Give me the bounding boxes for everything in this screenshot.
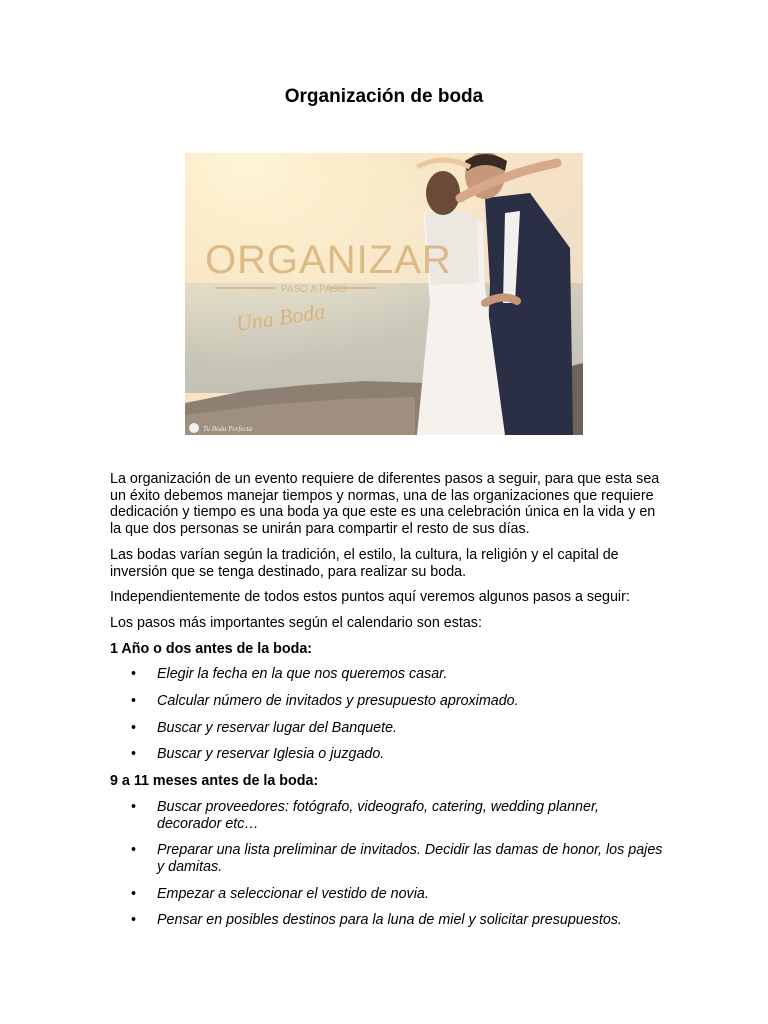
list-item [110,799,666,832]
bullet-icon: • [131,693,137,710]
list-item-text: Calcular número de invitados y presupuesto aproximado. [157,693,519,710]
list-item-text: Buscar proveedores: fotógrafo, videografo, catering, wedding planner, decorador etc… [157,798,599,832]
list-item-text: Preparar una lista preliminar de invitados. Decidir las damas de honor, los pajes y damitas. [157,842,663,875]
bullet-icon: • [131,912,137,929]
section-heading: 1 Año o dos antes de la boda: [110,640,313,657]
list-item [110,720,666,737]
overlay-script: Una Boda [234,298,327,336]
overlay-title: ORGANIZAR [205,238,452,282]
checklist [110,799,666,929]
bullet-icon: • [131,842,137,859]
list-item [110,693,666,710]
paragraph: Independientemente de todos estos puntos aquí veremos algunos pasos a seguir: [110,589,630,606]
watermark-text: Tu Boda Perfecta [203,425,252,433]
bullet-icon: • [131,666,137,683]
paragraph: Las bodas varían según la tradición, el estilo, la cultura, la religión y el capital de inversión que se tenga destinado, para realizar su boda. [110,546,619,580]
list-item [110,842,666,875]
list-item-text: Pensar en posibles destinos para la luna de miel y solicitar presupuestos. [157,912,622,929]
paragraph: La organización de un evento requiere de diferentes pasos a seguir, para que esta sea un éxito debemos manejar tiempos y normas, una de las organizaciones que requiere dedicación y tiempo es una boda ya que este es una celebración única en la vida y en la que dos personas se unirán para compartir el resto de sus días. [110,471,660,538]
list-item [110,666,666,683]
list-item-text: Buscar y reservar Iglesia o juzgado. [157,746,385,763]
bullet-icon: • [131,719,137,736]
paragraph: Los pasos más importantes según el calendario son estas: [110,614,482,631]
wedding-photo [185,153,583,435]
list-item [110,746,666,763]
bullet-icon: • [131,746,137,763]
document-title: Organización de boda [284,86,484,107]
checklist [110,666,666,763]
list-item-text: Elegir la fecha en la que nos queremos casar. [157,666,448,683]
watermark-logo-icon [189,423,199,433]
list-item-text: Empezar a seleccionar el vestido de novia. [157,885,429,902]
bullet-icon: • [131,885,137,902]
list-item [110,886,666,903]
list-item-text: Buscar y reservar lugar del Banquete. [157,719,397,736]
list-item [110,912,666,929]
bullet-icon: • [131,798,137,815]
document-body [110,471,666,939]
section-heading: 9 a 11 meses antes de la boda: [110,773,319,790]
overlay-subtitle: PASO A PASO [281,284,347,295]
